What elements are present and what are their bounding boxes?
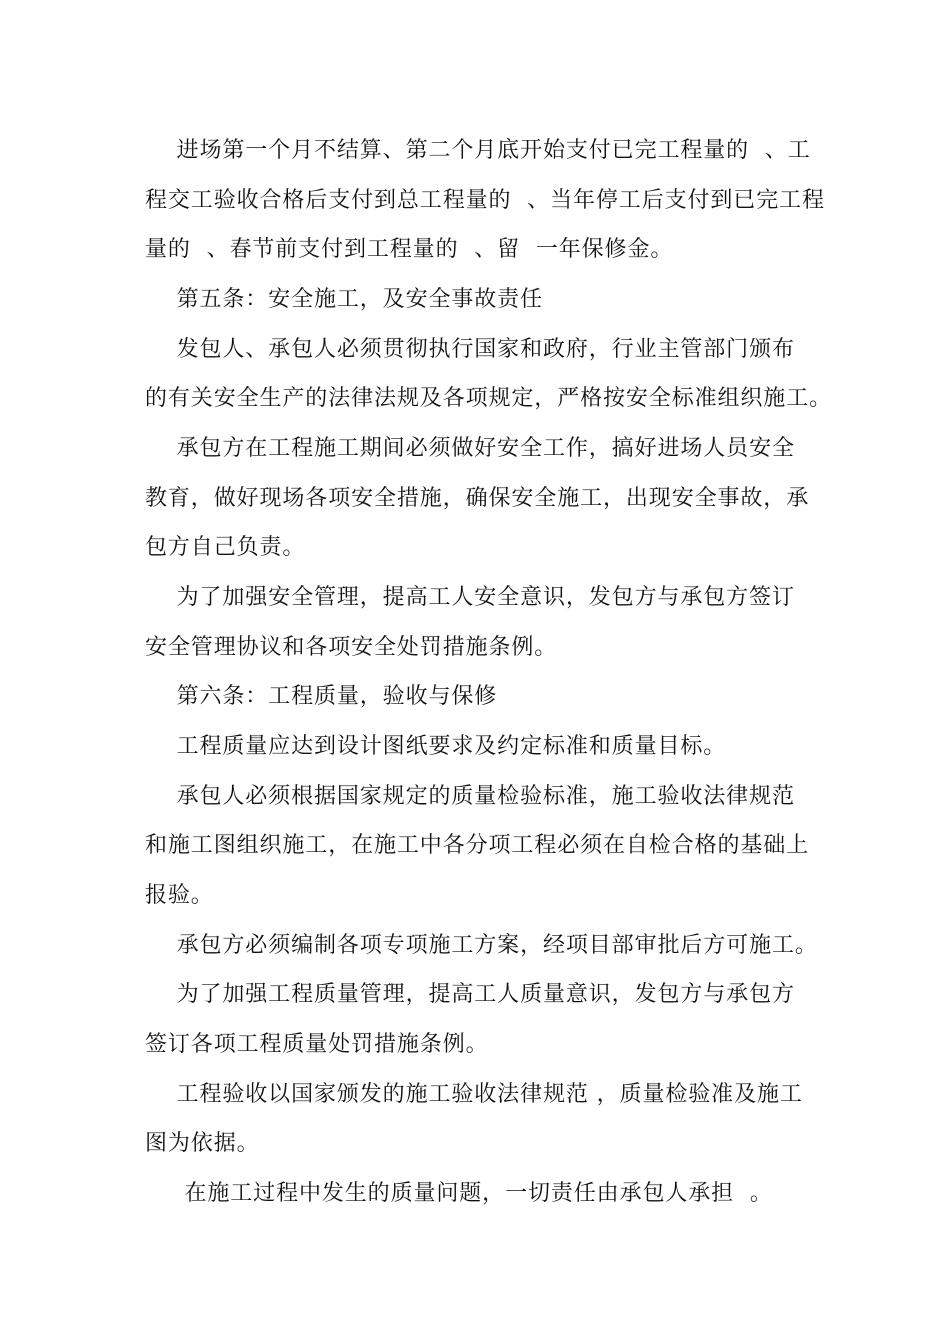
text-line: 在施工过程中发生的质量问题，一切责任由承包人承担 。 (145, 1181, 773, 1206)
text-line: 承包方在工程施工期间必须做好安全工作，搞好进场人员安全 (145, 436, 795, 461)
text-line: 包方自己负责。 (145, 535, 306, 560)
text-line: 图为依据。 (145, 1131, 260, 1156)
text-line: 安全管理协议和各项安全处罚措施条例。 (145, 635, 558, 660)
text-line: 签订各项工程质量处罚措施条例。 (145, 1032, 489, 1057)
text-line: 工程验收以国家颁发的施工验收法律规范 ，质量检验准及施工 (145, 1082, 803, 1107)
text-line: 程交工验收合格后支付到总工程量的 、当年停工后支付到已完工程 (145, 188, 825, 213)
section-heading: 第五条：安全施工，及安全事故责任 (145, 287, 543, 312)
text-line: 承包方必须编制各项专项施工方案，经项目部审批后方可施工。 (145, 933, 818, 958)
text-line: 承包人必须根据国家规定的质量检验标准，施工验收法律规范 (145, 784, 795, 809)
text-line: 为了加强安全管理，提高工人安全意识，发包方与承包方签订 (145, 585, 795, 610)
text-line: 发包人、承包人必须贯彻执行国家和政府，行业主管部门颁布 (145, 337, 795, 362)
text-line: 进场第一个月不结算、第二个月底开始支付已完工程量的 、工 (145, 138, 811, 163)
text-line: 为了加强工程质量管理，提高工人质量意识，发包方与承包方 (145, 982, 795, 1007)
text-line: 教育，做好现场各项安全措施，确保安全施工，出现安全事故，承 (145, 486, 810, 511)
text-line: 量的 、春节前支付到工程量的 、留 一年保修金。 (145, 237, 674, 262)
section-heading: 第六条：工程质量，验收与保修 (145, 684, 498, 709)
text-line: 报验。 (145, 883, 214, 908)
text-line: 的有关安全生产的法律法规及各项规定，严格按安全标准组织施工。 (145, 386, 833, 411)
text-line: 工程质量应达到设计图纸要求及约定标准和质量目标。 (145, 734, 727, 759)
text-line: 和施工图组织施工，在施工中各分项工程必须在自检合格的基础上 (145, 833, 810, 858)
